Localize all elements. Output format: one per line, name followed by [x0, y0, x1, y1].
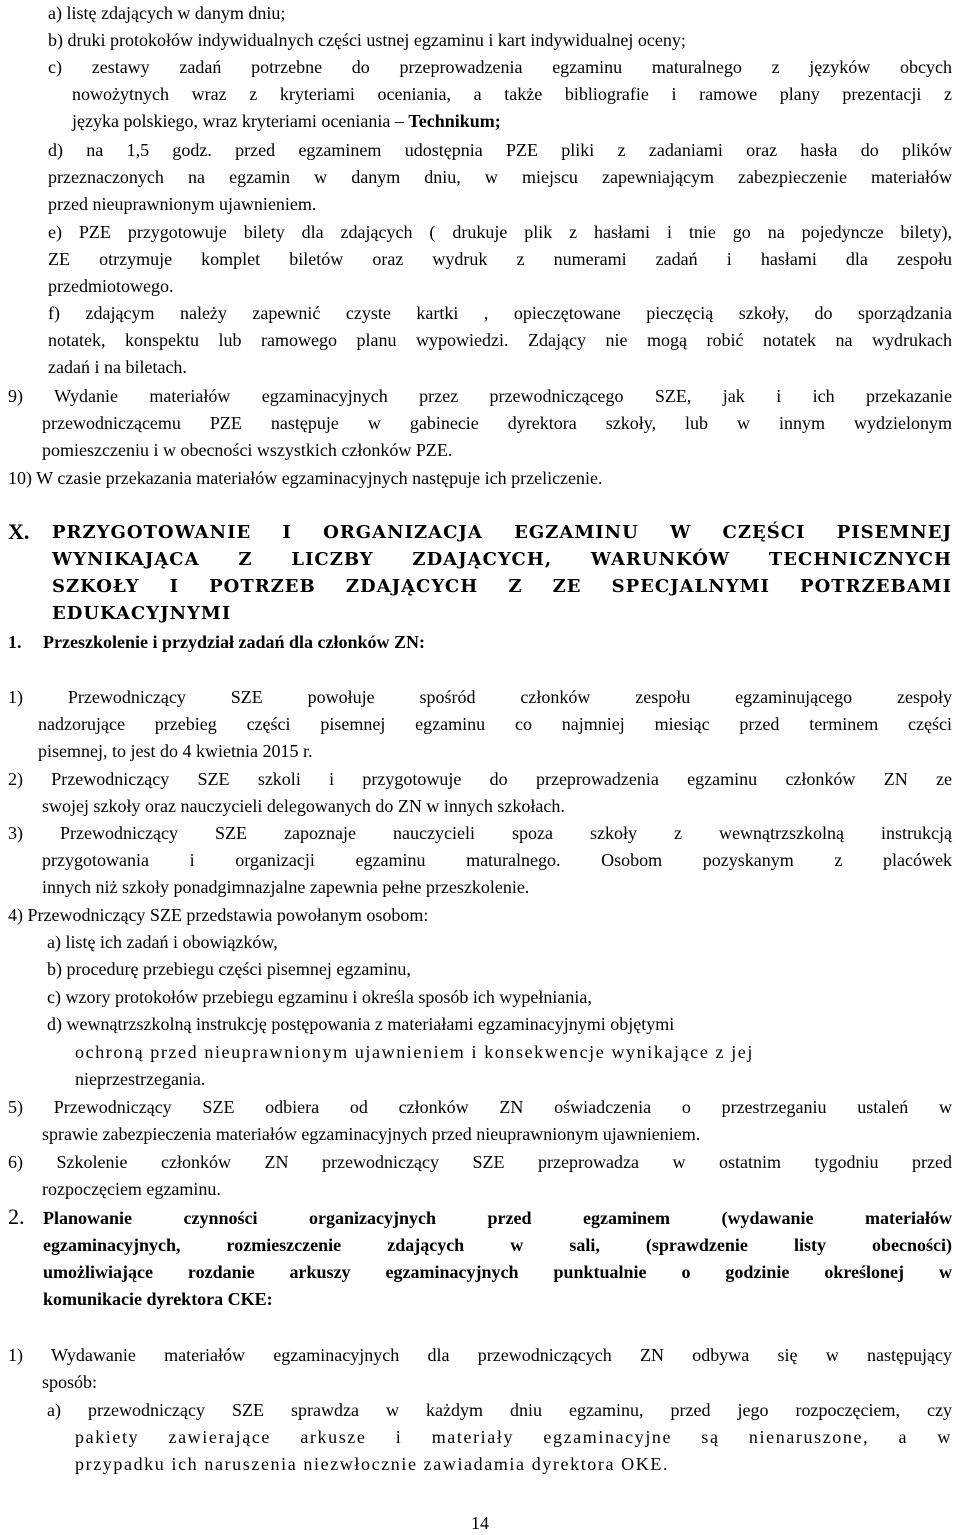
- text-line: przeznaczonych na egzamin w danym dniu, w miejscu zapewniającym zabezpieczenie materiałów: [48, 167, 952, 187]
- list-item-4c: c) wzory protokołów przebiegu egzaminu i określa sposób ich wypełniania,: [47, 987, 592, 1007]
- subsection-heading: Przeszkolenie i przydział zadań dla członków ZN:: [43, 632, 425, 652]
- subsection-heading: komunikacie dyrektora CKE:: [43, 1289, 273, 1309]
- list-item-6: 6) Szkolenie członków ZN przewodniczący SZE przeprowadza w ostatnim tygodniu przed: [8, 1152, 952, 1172]
- section-heading: EDUKACYJNYMI: [52, 603, 232, 624]
- page-number: 14: [471, 1513, 489, 1533]
- text-line: zadań i na biletach.: [48, 357, 187, 377]
- list-item-9: 9) Wydanie materiałów egzaminacyjnych przez przewodniczącego SZE, jak i ich przekazanie: [8, 386, 952, 406]
- text-line: przed nieuprawnionym ujawnieniem.: [48, 194, 317, 214]
- section-heading: WYNIKAJĄCA Z LICZBY ZDAJĄCYCH, WARUNKÓW TECHNICZNYCH: [52, 549, 952, 570]
- text-line: przypadku ich naruszenia niezwłocznie zawiadamia dyrektora OKE.: [75, 1454, 670, 1474]
- list-item-a: a) przewodniczący SZE sprawdza w każdym dniu egzaminu, przed jego rozpoczęciem, czy: [47, 1400, 952, 1420]
- list-item-4a: a) listę ich zadań i obowiązków,: [47, 932, 278, 952]
- section-heading: SZKOŁY I POTRZEB ZDAJĄCYCH Z ZE SPECJALNYMI POTRZEBAMI: [52, 576, 952, 597]
- subsection-heading: Planowanie czynności organizacyjnych przed egzaminem (wydawanie materiałów: [43, 1208, 952, 1228]
- list-item-4b: b) procedurę przebiegu części pisemnej egzaminu,: [47, 959, 411, 979]
- text-line: języka polskiego, wraz kryteriami oceniania – Technikum;: [72, 111, 501, 131]
- text-line: swojej szkoły oraz nauczycieli delegowanych do ZN w innych szkołach.: [42, 796, 565, 816]
- text-line: ZE otrzymuje komplet biletów oraz wydruk z numerami zadań i hasłami dla zespołu: [48, 249, 952, 269]
- list-item-b: b) druki protokołów indywidualnych części ustnej egzaminu i kart indywidualnej oceny;: [48, 30, 686, 50]
- text-line: przedmiotowego.: [48, 276, 174, 296]
- list-item-2: 2) Przewodniczący SZE szkoli i przygotowuje do przeprowadzenia egzaminu członków ZN ze: [8, 769, 952, 789]
- text-line: nieprzestrzegania.: [75, 1069, 206, 1089]
- list-item-c: c) zestawy zadań potrzebne do przeprowadzenia egzaminu maturalnego z języków obcych: [48, 57, 952, 77]
- list-item-f: f) zdającym należy zapewnić czyste kartki , opieczętowane pieczęcią szkoły, do sporządzania: [48, 303, 952, 323]
- text-line: pakiety zawierające arkusze i materiały egzaminacyjne są nienaruszone, a w: [75, 1427, 952, 1447]
- text-line: pomieszczeniu i w obecności wszystkich członków PZE.: [42, 440, 453, 460]
- text-line: innych niż szkoły ponadgimnazjalne zapewnia pełne przeszkolenie.: [42, 877, 530, 897]
- list-item-a: a) listę zdających w danym dniu;: [48, 3, 286, 23]
- text-line: przewodniczącemu PZE następuje w gabinecie dyrektora szkoły, lub w innym wydzielonym: [42, 413, 952, 433]
- subsection-number: 1.: [8, 632, 22, 652]
- section-heading: PRZYGOTOWANIE I ORGANIZACJA EGZAMINU W CZĘŚCI PISEMNEJ: [52, 522, 952, 543]
- text-line: rozpoczęciem egzaminu.: [42, 1179, 221, 1199]
- list-item-4d: d) wewnątrzszkolną instrukcję postępowania z materiałami egzaminacyjnymi objętymi: [47, 1014, 675, 1034]
- list-item-5: 5) Przewodniczący SZE odbiera od członków ZN oświadczenia o przestrzeganiu ustaleń w: [8, 1097, 952, 1117]
- text-line: nowożytnych wraz z kryteriami oceniania, a także bibliografie i ramowe plany prezentacji z: [72, 84, 952, 104]
- list-item-4: 4) Przewodniczący SZE przedstawia powołanym osobom:: [8, 905, 429, 925]
- subsection-heading: egzaminacyjnych, rozmieszczenie zdających w sali, (sprawdzenie listy obecności): [43, 1235, 952, 1255]
- text-line: pisemnej, to jest do 4 kwietnia 2015 r.: [38, 741, 313, 761]
- text-line: przygotowania i organizacji egzaminu maturalnego. Osobom pozyskanym z placówek: [42, 850, 952, 870]
- text-line: notatek, konspektu lub ramowego planu wypowiedzi. Zdający nie mogą robić notatek na wydrukach: [48, 330, 952, 350]
- text-line: nadzorujące przebieg części pisemnej egzaminu co najmniej miesiąc przed terminem części: [38, 714, 952, 734]
- text-line: sprawie zabezpieczenia materiałów egzaminacyjnych przed nieuprawnionym ujawnieniem.: [42, 1124, 701, 1144]
- text-line: ochroną przed nieuprawnionym ujawnieniem i konsekwencje wynikające z jej: [75, 1042, 754, 1062]
- list-item-d: d) na 1,5 godz. przed egzaminem udostępnia PZE pliki z zadaniami oraz hasła do plików: [48, 140, 952, 160]
- subsection-number: 2.: [8, 1204, 25, 1229]
- subsection-heading: umożliwiające rozdanie arkuszy egzaminacyjnych punktualnie o godzinie określonej w: [43, 1262, 952, 1282]
- list-item-1: 1) Wydawanie materiałów egzaminacyjnych dla przewodniczących ZN odbywa się w następujący: [8, 1345, 952, 1365]
- list-item-10: 10) W czasie przekazania materiałów egzaminacyjnych następuje ich przeliczenie.: [8, 468, 603, 488]
- list-item-3: 3) Przewodniczący SZE zapoznaje nauczycieli spoza szkoły z wewnątrzszkolną instrukcją: [8, 823, 952, 843]
- text-line: sposób:: [42, 1372, 98, 1392]
- list-item-e: e) PZE przygotowuje bilety dla zdających ( drukuje plik z hasłami i tnie go na pojedyncze bilety),: [48, 222, 952, 242]
- section-number: X.: [8, 519, 30, 544]
- list-item-1: 1) Przewodniczący SZE powołuje spośród członków zespołu egzaminującego zespoły: [8, 687, 952, 707]
